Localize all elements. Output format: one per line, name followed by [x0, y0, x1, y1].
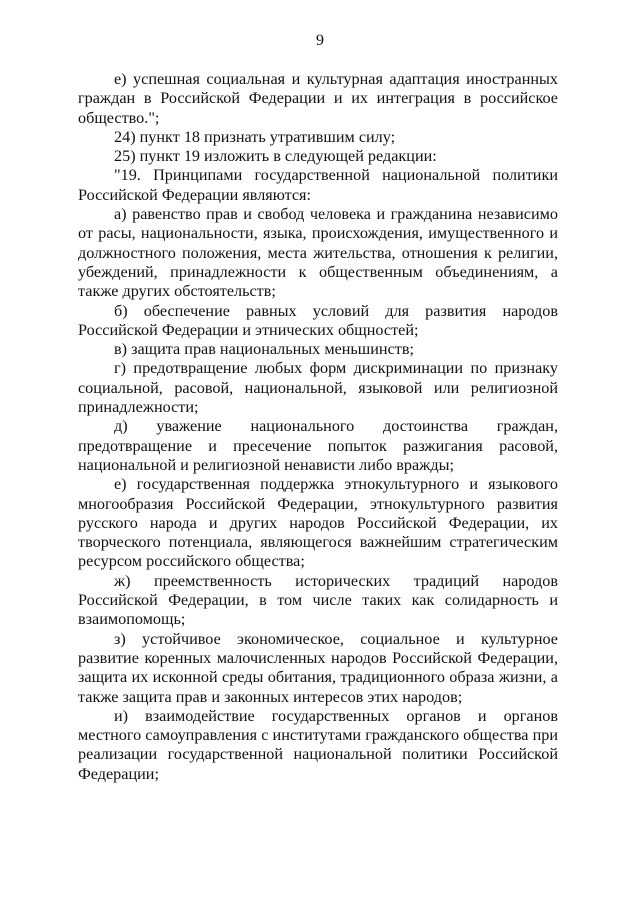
paragraph-clause-19-intro: "19. Принципами государственной национальной политики Российской Федерации являются: — [78, 166, 558, 204]
paragraph-principle-z: з) устойчивое экономическое, социальное и культурное развитие коренных малочисленных народов Российской Федерации, защита их исконной среды обитания, традиционного образа жизни, а также защита прав и законных интересов этих народов; — [78, 629, 558, 706]
paragraph-principle-i: и) взаимодействие государственных органов и органов местного самоуправления с институтами гражданского общества при реализации государственной национальной политики Российской Федерации; — [78, 706, 558, 783]
paragraph-principle-g: г) предотвращение любых форм дискриминации по признаку социальной, расовой, национальной, языковой или религиозной принадлежности; — [78, 359, 558, 417]
paragraph-principle-b: б) обеспечение равных условий для развития народов Российской Федерации и этнических общностей; — [78, 301, 558, 339]
paragraph-amendment-24: 24) пункт 18 признать утратившим силу; — [114, 127, 396, 146]
paragraph-item-e-adaptation: е) успешная социальная и культурная адаптация иностранных граждан в Российской Федерации и их интеграция в российское общество."; — [78, 70, 558, 127]
paragraph-principle-e: е) государственная поддержка этнокультурного и языкового многообразия Российской Федерации, этнокультурного развития русского народа и других народов Российской Федерации, их творческого потенциала, являющегося важнейшим стратегическим ресурсом российского общества; — [78, 475, 558, 571]
paragraph-principle-v: в) защита прав национальных меньшинств; — [114, 340, 414, 359]
paragraph-amendment-25: 25) пункт 19 изложить в следующей редакции: — [114, 147, 437, 166]
paragraph-principle-d: д) уважение национального достоинства граждан, предотвращение и пресечение попыток разжигания расовой, национальной и религиозной ненависти либо вражды; — [78, 417, 558, 474]
document-body — [78, 70, 558, 784]
paragraph-principle-a: а) равенство прав и свобод человека и гражданина независимо от расы, национальности, языка, происхождения, имущественного и должностного положения, места жительства, отношения к религии, убеждений, принадлежности к общественным объединениям, а также других обстоятельств; — [78, 205, 558, 301]
paragraph-principle-zh: ж) преемственность исторических традиций народов Российской Федерации, в том числе таких как солидарность и взаимопомощь; — [78, 571, 558, 629]
page-number: 9 — [316, 32, 324, 49]
